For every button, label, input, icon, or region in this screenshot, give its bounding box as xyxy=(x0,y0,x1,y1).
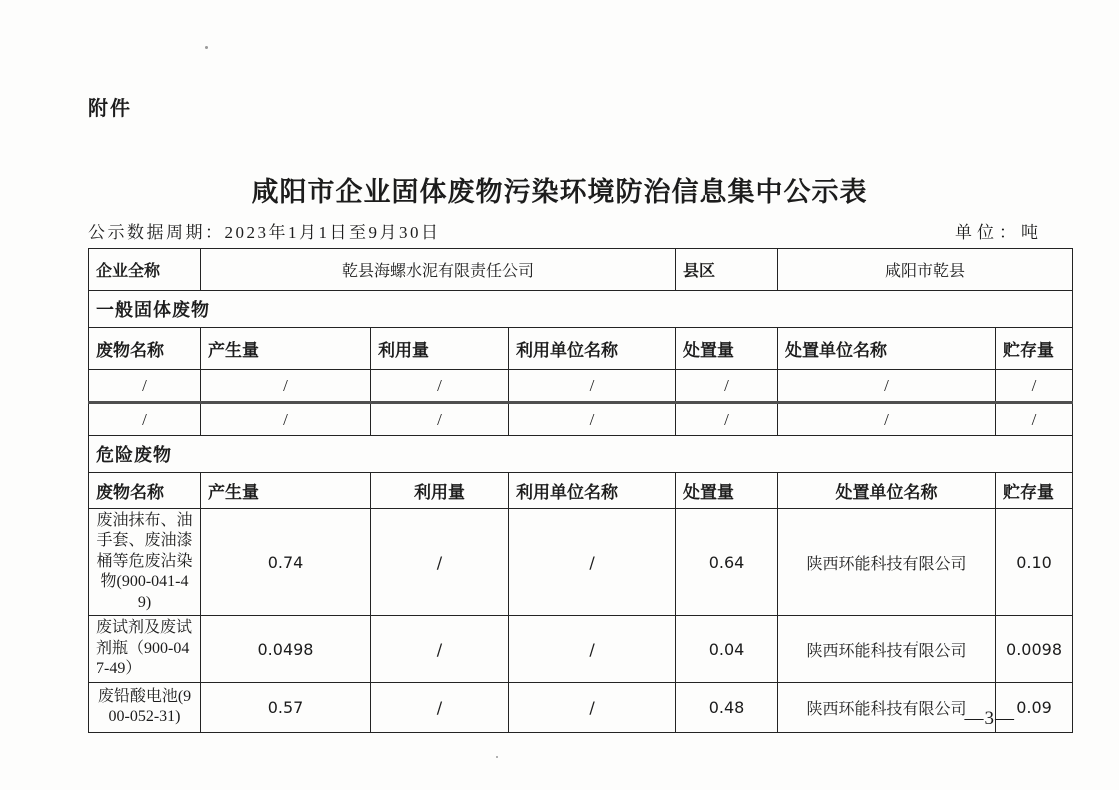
header-stored: 贮存量 xyxy=(996,473,1073,509)
utilized-cell: / xyxy=(371,682,509,732)
cell: / xyxy=(201,403,371,436)
cell: / xyxy=(676,403,778,436)
cell: / xyxy=(371,370,509,403)
period-label: 公示数据周期：2023年1月1日至9月30日 xyxy=(88,223,441,242)
cell: / xyxy=(371,403,509,436)
cell: / xyxy=(778,403,996,436)
generated-cell: 0.0498 xyxy=(201,616,371,682)
county-value: 咸阳市乾县 xyxy=(778,249,1073,291)
header-utilized: 利用量 xyxy=(371,328,509,370)
general-section-row xyxy=(89,291,1073,328)
hazardous-section-row xyxy=(89,436,1073,473)
cell: / xyxy=(509,370,676,403)
cell: / xyxy=(778,370,996,403)
cell: / xyxy=(201,370,371,403)
header-utilizer: 利用单位名称 xyxy=(509,328,676,370)
header-utilized: 利用量 xyxy=(371,473,509,509)
stored-cell: 0.0098 xyxy=(996,616,1073,682)
enterprise-name-value: 乾县海螺水泥有限责任公司 xyxy=(201,249,676,291)
utilized-cell: / xyxy=(371,616,509,682)
cell: / xyxy=(676,370,778,403)
hazardous-row xyxy=(89,616,1073,682)
stored-cell: 0.10 xyxy=(996,509,1073,616)
disposed-cell: 0.48 xyxy=(676,682,778,732)
general-section-title: 一般固体废物 xyxy=(89,291,1073,328)
waste-name-cell: 废铅酸电池(900-052-31) xyxy=(89,682,201,732)
header-utilizer: 利用单位名称 xyxy=(509,473,676,509)
attachment-label: 附件 xyxy=(88,96,132,120)
header-disposed: 处置量 xyxy=(676,328,778,370)
scan-speck xyxy=(916,641,918,643)
hazardous-section-title: 危险废物 xyxy=(89,436,1073,473)
page-number: —3— xyxy=(964,708,1015,729)
enterprise-row xyxy=(89,249,1073,291)
hazardous-header-row xyxy=(89,473,1073,509)
generated-cell: 0.57 xyxy=(201,682,371,732)
utilized-cell: / xyxy=(371,509,509,616)
general-row xyxy=(89,370,1073,403)
cell: / xyxy=(89,370,201,403)
hazardous-row xyxy=(89,509,1073,616)
stored-cell: 0.09 xyxy=(996,682,1073,732)
cell: / xyxy=(89,403,201,436)
disposer-cell: 陕西环能科技有限公司 xyxy=(778,682,996,732)
disposer-cell: 陕西环能科技有限公司 xyxy=(778,616,996,682)
header-waste-name: 废物名称 xyxy=(89,473,201,509)
general-header-row xyxy=(89,328,1073,370)
county-label: 县区 xyxy=(676,249,778,291)
cell: / xyxy=(996,403,1073,436)
disclosure-table xyxy=(88,248,1073,733)
enterprise-name-label: 企业全称 xyxy=(89,249,201,291)
page-title: 咸阳市企业固体废物污染环境防治信息集中公示表 xyxy=(251,177,868,208)
disposed-cell: 0.04 xyxy=(676,616,778,682)
cell: / xyxy=(509,403,676,436)
header-disposer: 处置单位名称 xyxy=(778,328,996,370)
header-generated: 产生量 xyxy=(201,473,371,509)
waste-name-cell: 废试剂及废试剂瓶（900-047-49） xyxy=(89,616,201,682)
general-row xyxy=(89,403,1073,436)
disposed-cell: 0.64 xyxy=(676,509,778,616)
header-generated: 产生量 xyxy=(201,328,371,370)
utilizer-cell: / xyxy=(509,682,676,732)
waste-name-cell: 废油抹布、油手套、废油漆桶等危废沾染物(900-041-49) xyxy=(89,509,201,616)
header-stored: 贮存量 xyxy=(996,328,1073,370)
hazardous-row xyxy=(89,682,1073,732)
scan-speck xyxy=(205,46,208,49)
header-disposer: 处置单位名称 xyxy=(778,473,996,509)
generated-cell: 0.74 xyxy=(201,509,371,616)
header-disposed: 处置量 xyxy=(676,473,778,509)
utilizer-cell: / xyxy=(509,616,676,682)
cell: / xyxy=(996,370,1073,403)
utilizer-cell: / xyxy=(509,509,676,616)
meta-row xyxy=(88,218,1043,243)
unit-label: 单位：吨 xyxy=(955,223,1043,242)
header-waste-name: 废物名称 xyxy=(89,328,201,370)
disposer-cell: 陕西环能科技有限公司 xyxy=(778,509,996,616)
scan-speck xyxy=(496,756,498,758)
